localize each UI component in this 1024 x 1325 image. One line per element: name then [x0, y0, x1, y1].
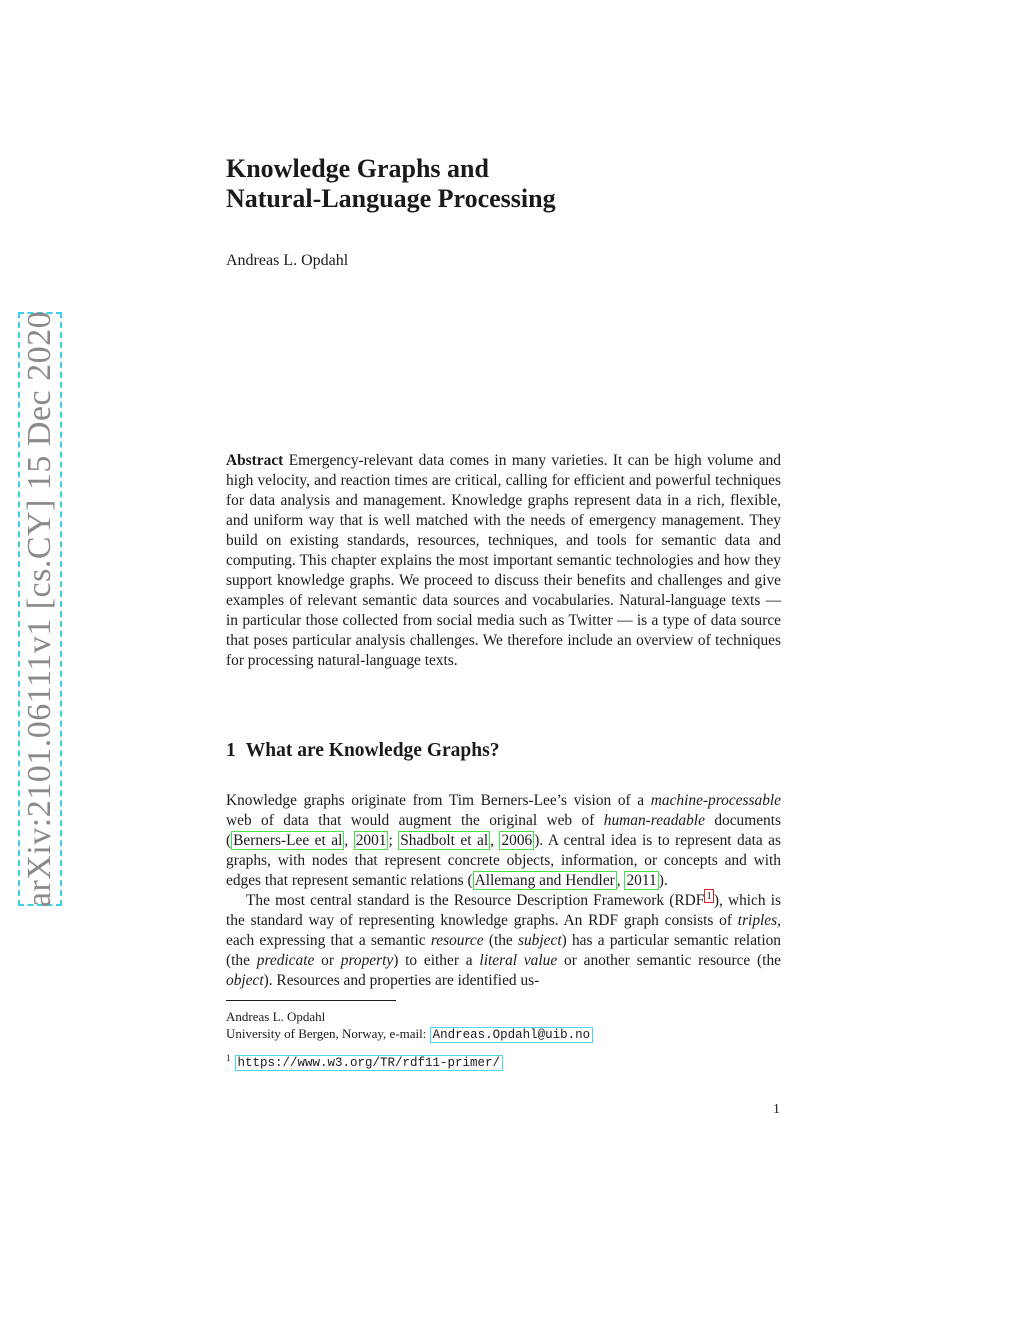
arxiv-stamp[interactable] — [18, 312, 62, 906]
page-number: 1 — [773, 1102, 780, 1117]
author-affiliation — [226, 1008, 593, 1044]
author-name: Andreas L. Opdahl — [226, 252, 349, 269]
title-line-2: Natural-Language Processing — [226, 184, 556, 213]
paragraph-2: The most central standard is the Resource Description Framework (RDF $^1$ ), which is the standard way of representing knowledge graphs. An RDF graph consists of triples, each expressing that a semantic resource (the subject) has a particular semantic relation (the predicate or property) to either a literal value or another semantic resource (the object). Resources and properties are identified us- — [226, 889, 781, 989]
abstract — [226, 451, 781, 671]
citation-link[interactable]: Shadbolt et al — [400, 832, 489, 849]
abstract-label: Abstract — [226, 452, 284, 469]
paragraph-1: Knowledge graphs originate from Tim Berners-Lee’s vision of a machine-processable web of data that would augment the original web of human-readable documents ( Berners-Lee et al , 2001 ; Shadbolt et al , 2006 ). A central idea is to represent data as graphs, with nodes that represent concrete objects, information, or concepts and with edges that represent semantic relations ( Allemang and Hendler , 2011 ). — [226, 792, 781, 889]
affiliation-name: Andreas L. Opdahl — [226, 1009, 326, 1024]
section-number: 1 — [226, 740, 236, 761]
section-heading — [226, 740, 499, 762]
citation-link[interactable]: 2001 — [355, 832, 387, 849]
title-line-1: Knowledge Graphs and — [226, 154, 489, 183]
citation-link[interactable]: Berners-Lee et al — [233, 832, 343, 849]
email-link[interactable]: Andreas.Opdahl@uib.no — [430, 1027, 594, 1043]
citation-link[interactable]: 2006 — [501, 832, 533, 849]
citation-link[interactable]: 2011 — [626, 872, 657, 889]
arxiv-stamp-text: arXiv:2101.06111v1 [cs.CY] 15 Dec 2020 — [21, 310, 58, 908]
footnote-url-link[interactable]: https://www.w3.org/TR/rdf11-primer/ — [235, 1055, 504, 1071]
footnote-number: 1 — [226, 1053, 231, 1063]
paper-title — [226, 154, 556, 214]
abstract-text: Emergency-relevant data comes in many varieties. It can be high volume and high velocity, and reaction times are critical, calling for efficient and powerful techniques for data analysis and management. Knowledge graphs represent data in a rich, flexible, and uniform way that is well matched with the needs of emergency management. They build on existing standards, resources, techniques, and tools for semantic data and computing. This chapter explains the most important semantic technologies and how they support knowledge graphs. We proceed to discuss their benefits and challenges and give examples of relevant semantic data sources and vocabularies. Natural-language texts — in particular those collected from social media such as Twitter — is a type of data source that poses particular analysis challenges. We therefore include an overview of techniques for processing natural-language texts. — [226, 452, 781, 669]
footnote-link[interactable]: 1 — [706, 889, 712, 902]
footnote-rule — [226, 1000, 396, 1001]
section-title: What are Knowledge Graphs? — [245, 740, 500, 761]
section-body — [226, 791, 781, 991]
citation-link[interactable]: Allemang and Hendler — [474, 872, 615, 889]
footnote — [226, 1053, 503, 1070]
affiliation-line: University of Bergen, Norway, e-mail: Andreas.Opdahl@uib.no — [226, 1025, 593, 1044]
